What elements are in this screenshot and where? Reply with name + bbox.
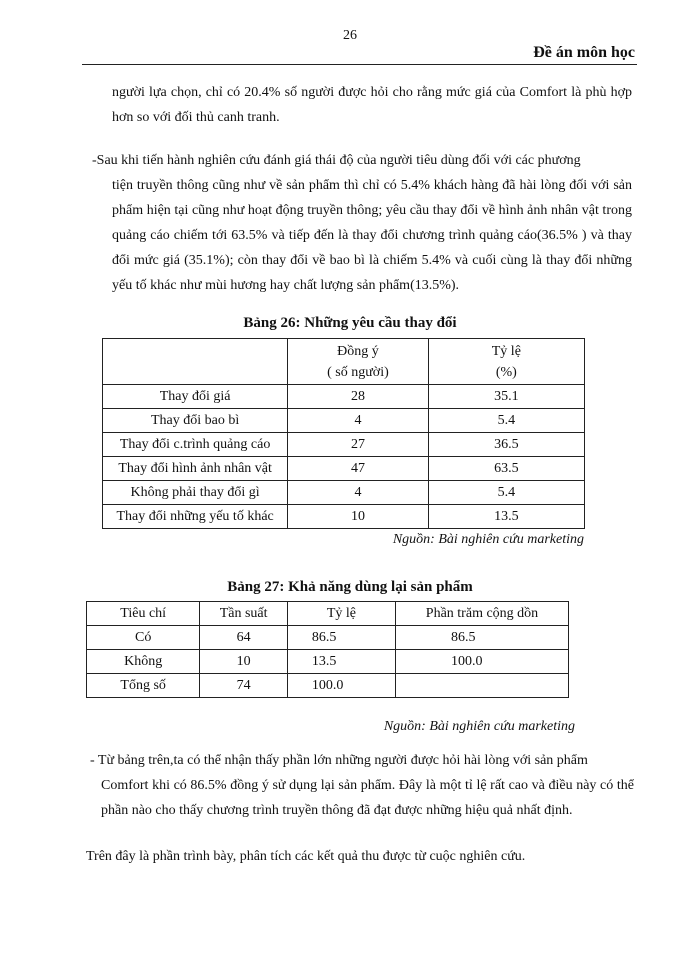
row-count: 4 xyxy=(288,409,428,433)
table-row xyxy=(103,433,585,457)
row-frequency: 64 xyxy=(200,626,288,650)
paragraph-change-requests-first-line: -Sau khi tiến hành nghiên cứu đánh giá thái độ của người tiêu dùng đối với các phương xyxy=(92,153,581,168)
row-count: 4 xyxy=(288,481,428,505)
table-change-requests xyxy=(102,338,585,529)
header-agree-line1: Đồng ý xyxy=(337,343,379,359)
row-cumulative: 86.5 xyxy=(395,626,568,650)
paragraph-conclusion: Trên đây là phần trình bày, phân tích các kết quả thu được từ cuộc nghiên cứu. xyxy=(86,849,526,864)
header-title: Đề án môn học xyxy=(533,44,635,61)
row-label: Thay đổi giá xyxy=(103,385,288,409)
table26-caption: Bảng 26: Những yêu cầu thay đổi xyxy=(243,315,457,331)
row-percent: 86.5 xyxy=(287,626,395,650)
row-count: 28 xyxy=(288,385,428,409)
header-ratio: Tỷ lệ xyxy=(287,602,395,626)
table-row xyxy=(87,650,569,674)
table-header-empty xyxy=(103,339,288,385)
row-count: 27 xyxy=(288,433,428,457)
row-percent: 36.5 xyxy=(428,433,584,457)
row-frequency: 10 xyxy=(200,650,288,674)
table-row xyxy=(103,385,585,409)
row-label: Thay đổi c.trình quảng cáo xyxy=(103,433,288,457)
header-ratio-line2: (%) xyxy=(495,364,517,380)
row-count: 10 xyxy=(288,505,428,529)
row-label: Có xyxy=(87,626,200,650)
header-cumulative: Phần trăm cộng dồn xyxy=(395,602,568,626)
table-header-ratio xyxy=(428,339,584,385)
row-percent: 5.4 xyxy=(428,409,584,433)
page-number: 26 xyxy=(343,28,357,43)
header-agree-line2: ( số người) xyxy=(327,364,389,380)
paragraph-price-opinion: người lựa chọn, chỉ có 20.4% số người được hỏi cho rằng mức giá của Comfort là phù hợp hơn so với đối thủ canh tranh. xyxy=(112,85,632,125)
table27-source: Nguồn: Bài nghiên cứu marketing xyxy=(383,719,575,734)
row-count: 47 xyxy=(288,457,428,481)
table-header-row xyxy=(87,602,569,626)
table-header-row xyxy=(103,339,585,385)
row-label: Thay đổi bao bì xyxy=(103,409,288,433)
table-row xyxy=(103,505,585,529)
table-row xyxy=(87,674,569,698)
row-percent: 35.1 xyxy=(428,385,584,409)
row-frequency: 74 xyxy=(200,674,288,698)
table-row xyxy=(87,626,569,650)
row-percent: 13.5 xyxy=(287,650,395,674)
table26-source: Nguồn: Bài nghiên cứu marketing xyxy=(392,532,584,547)
header-frequency: Tần suất xyxy=(200,602,288,626)
header-rule xyxy=(82,64,637,65)
paragraph-change-requests-body: tiện truyền thông cũng như về sản phẩm thì chỉ có 5.4% khách hàng đã hài lòng đối với sản phẩm hiện tại cũng như hoạt động truyền thông; yêu cầu thay đổi về hình ảnh nhân vật trong quảng cáo chiếm tới 63.5% và tiếp đến là thay đổi chương trình quảng cáo(36.5% ) và thay đổi mức giá (35.1%); còn thay đổi về bao bì là chiếm 5.4% và cuối cùng là thay đổi những yếu tố khác như mùi hương hay chất lượng sản phẩm(13.5%). xyxy=(112,178,632,293)
paragraph-reuse-analysis-first-line: - Từ bảng trên,ta có thể nhận thấy phần lớn những người được hỏi hài lòng với sản phẩm xyxy=(90,753,588,768)
row-percent: 100.0 xyxy=(287,674,395,698)
row-label: Không xyxy=(87,650,200,674)
row-label: Tổng số xyxy=(87,674,200,698)
table-row xyxy=(103,457,585,481)
row-cumulative: 100.0 xyxy=(395,650,568,674)
row-percent: 63.5 xyxy=(428,457,584,481)
row-label: Thay đổi hình ảnh nhân vật xyxy=(103,457,288,481)
table-row xyxy=(103,481,585,505)
row-percent: 13.5 xyxy=(428,505,584,529)
row-label: Thay đổi những yếu tố khác xyxy=(103,505,288,529)
row-label: Không phải thay đổi gì xyxy=(103,481,288,505)
table-header-agree xyxy=(288,339,428,385)
header-criteria: Tiêu chí xyxy=(87,602,200,626)
table-reuse-likelihood xyxy=(86,601,569,698)
row-percent: 5.4 xyxy=(428,481,584,505)
header-ratio-line1: Tỷ lệ xyxy=(491,343,521,359)
table-row xyxy=(103,409,585,433)
row-cumulative xyxy=(395,674,568,698)
paragraph-change-requests xyxy=(92,148,632,298)
paragraph-reuse-analysis xyxy=(90,748,634,823)
table27-caption: Bảng 27: Khả năng dùng lại sản phẩm xyxy=(227,579,473,595)
paragraph-reuse-analysis-body: Comfort khi có 86.5% đồng ý sử dụng lại sản phẩm. Đây là một tỉ lệ rất cao và điều này có thể phần nào cho thấy chương trình truyền thông đã đạt được những hiệu quả nhất định. xyxy=(101,778,634,818)
